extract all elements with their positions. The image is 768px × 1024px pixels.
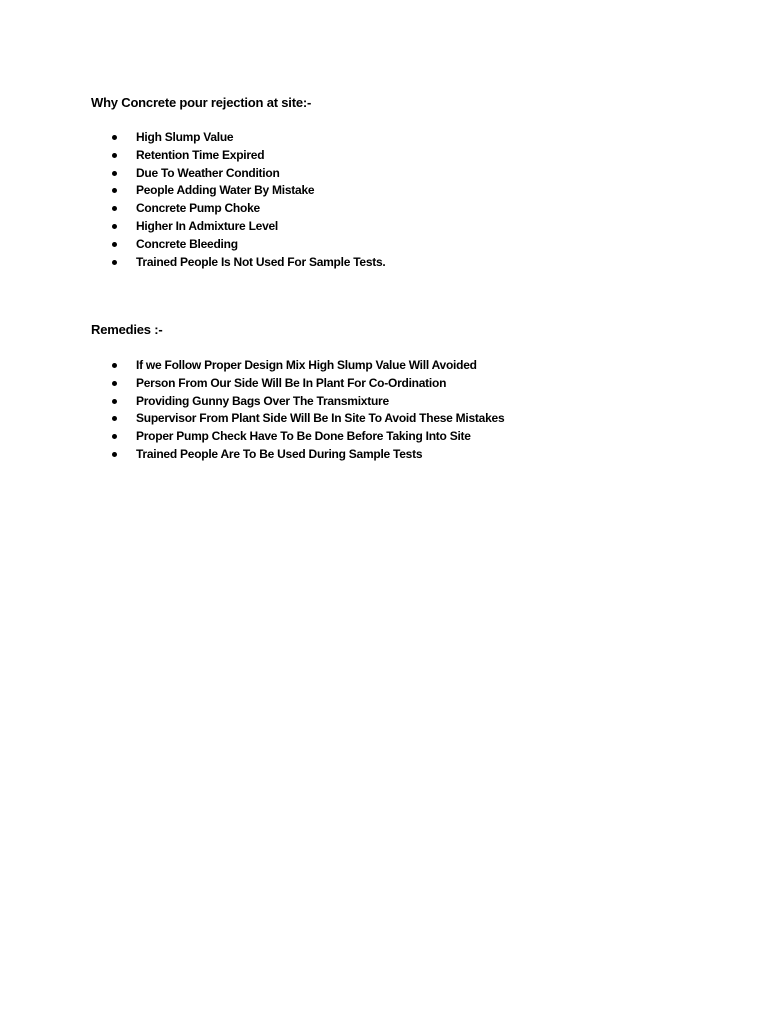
list-item-text: Trained People Are To Be Used During Sample Tests	[136, 446, 423, 461]
list-item-text: Proper Pump Check Have To Be Done Before Taking Into Site	[136, 429, 471, 444]
list-item-text: Due To Weather Condition	[136, 165, 280, 180]
bullet-icon	[112, 363, 117, 368]
list-item-text: People Adding Water By Mistake	[136, 183, 315, 198]
list-item-text: Person From Our Side Will Be In Plant For Co-Ordination	[136, 375, 447, 390]
bullet-icon	[112, 452, 117, 457]
list-item-text: Concrete Bleeding	[136, 236, 238, 251]
bullet-icon	[112, 434, 117, 439]
list-item-text: If we Follow Proper Design Mix High Slump Value Will Avoided	[136, 358, 477, 372]
list-item-text: Concrete Pump Choke	[136, 201, 260, 216]
bullet-icon	[112, 242, 117, 247]
bullet-icon	[112, 153, 117, 158]
list-item-text: Higher In Admixture Level	[136, 218, 279, 233]
causes-heading: Why Concrete pour rejection at site:-	[91, 95, 312, 110]
list-item-text: Supervisor From Plant Side Will Be In Site To Avoid These Mistakes	[136, 411, 505, 426]
bullet-icon	[112, 381, 117, 386]
bullet-icon	[112, 206, 117, 211]
bullet-icon	[112, 188, 117, 193]
list-item-text: Providing Gunny Bags Over The Transmixture	[136, 393, 389, 408]
bullet-icon	[112, 224, 117, 229]
bullet-icon	[112, 399, 117, 404]
bullet-icon	[112, 416, 117, 421]
bullet-icon	[112, 135, 117, 140]
remedies-heading: Remedies :-	[91, 322, 163, 337]
bullet-icon	[112, 171, 117, 176]
list-item-text: Trained People Is Not Used For Sample Tests.	[136, 254, 386, 269]
list-item-text: High Slump Value	[136, 130, 234, 144]
list-item-text: Retention Time Expired	[136, 147, 265, 162]
bullet-icon	[112, 260, 117, 265]
